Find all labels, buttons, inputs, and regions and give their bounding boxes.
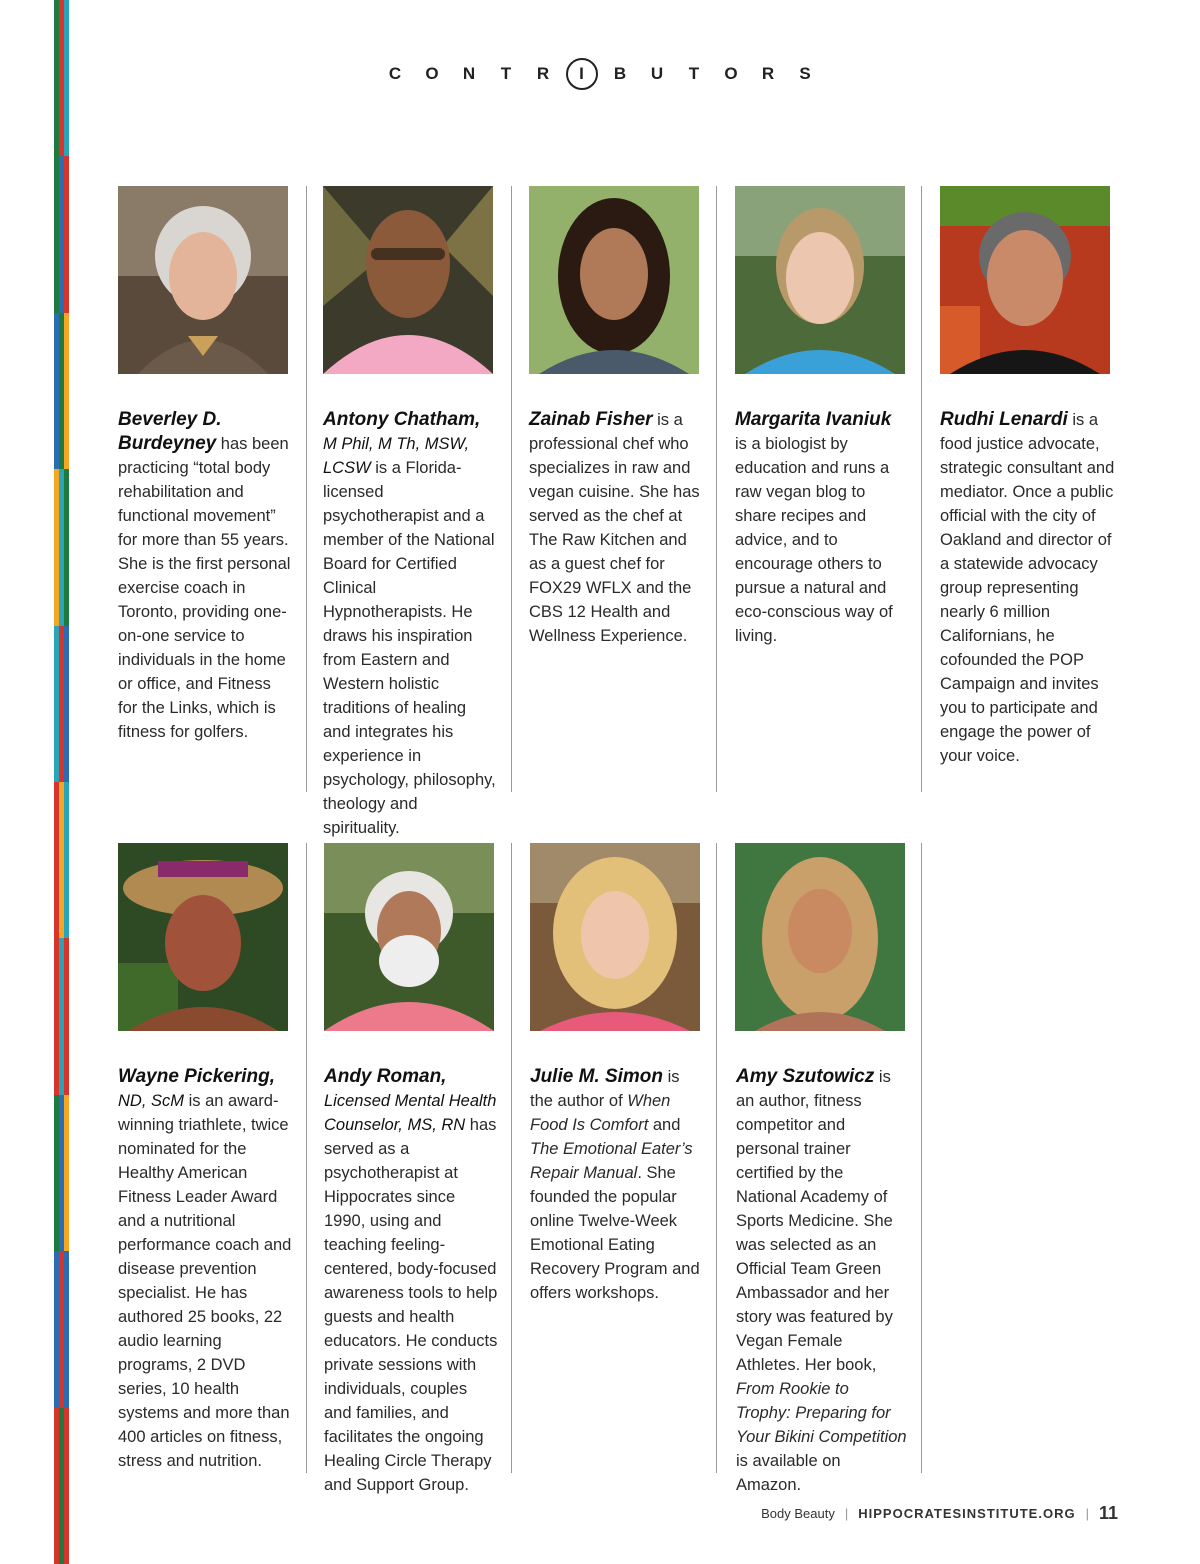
contributor-photo-burdeyney bbox=[118, 186, 288, 374]
title-letter: N bbox=[462, 64, 476, 83]
contributor-bio-text: is an award-winning triathlete, twice nominated for the Healthy American Fitness Leader Award and a nutritional performance coach and disease prevention specialist. He has authored 25 books, 22 audio learning programs, 2 DVD series, 10 health systems and more than 400 articles on fitness, stress and nutrition. bbox=[118, 1092, 292, 1470]
column-divider bbox=[921, 186, 922, 792]
contributor-bio-text: has served as a psychotherapist at Hippocrates since 1990, using and teaching feeling-centered, body-focused awareness tools to help guests and health educators. He conducts private sessions with individuals, couples and families, and facilitates the ongoing Healing Circle Therapy and Support Group. bbox=[324, 1116, 498, 1494]
stripe-segment bbox=[64, 156, 69, 312]
contributor-bio-text: is available on Amazon. bbox=[736, 1452, 841, 1494]
magazine-name: Body Beauty bbox=[761, 1506, 835, 1521]
column-divider bbox=[511, 186, 512, 792]
title-letter: T bbox=[500, 64, 512, 83]
stripe-segment bbox=[64, 782, 69, 938]
contributor-credentials: ND, ScM bbox=[118, 1092, 184, 1110]
contributor-bio-text: is an author, fitness competitor and personal trainer certified by the National Academy of Sports Medicine. She was selected as an Official Team Green Ambassador and her story was featured by Vegan Female Athletes. Her book, bbox=[736, 1068, 893, 1374]
contributor-photo-ivaniuk bbox=[735, 186, 905, 374]
book-title: From Rookie to Trophy: Preparing for Your Bikini Competition bbox=[736, 1380, 907, 1446]
book-title: When Food Is Comfort bbox=[530, 1092, 671, 1134]
contributor-name: Margarita Ivaniuk bbox=[735, 409, 892, 430]
contributor-bio-chatham bbox=[323, 408, 498, 840]
contributor-bio-ivaniuk bbox=[735, 408, 907, 648]
contributor-name: Antony Chatham, bbox=[323, 409, 481, 430]
title-letter: U bbox=[650, 64, 664, 83]
stripe-column bbox=[64, 0, 69, 1564]
contributor-bio-text: is a professional chef who specializes in raw and vegan cuisine. She has served as the chef at The Raw Kitchen and as a guest chef for FOX29 WFLX and the CBS 12 Health and Wellness Experience. bbox=[529, 411, 700, 645]
title-letter: S bbox=[799, 64, 811, 83]
contributor-photo-lenardi bbox=[940, 186, 1110, 374]
title-letter: O bbox=[425, 64, 439, 83]
contributor-bio-roman bbox=[324, 1065, 499, 1497]
contributor-name: Zainab Fisher bbox=[529, 409, 653, 430]
stripe-segment bbox=[64, 1251, 69, 1407]
contributor-photo-chatham bbox=[323, 186, 493, 374]
column-divider bbox=[921, 843, 922, 1473]
stripe-segment bbox=[64, 1408, 69, 1564]
stripe-segment bbox=[64, 938, 69, 1094]
title-letter: O bbox=[724, 64, 738, 83]
stripe-segment bbox=[64, 1095, 69, 1251]
contributor-photo-pickering bbox=[118, 843, 288, 1031]
title-letter: I bbox=[566, 58, 598, 90]
contributor-bio-szutowicz bbox=[736, 1065, 908, 1497]
contributor-bio-text: is a biologist by education and runs a raw vegan blog to share recipes and advice, and to encourage others to pursue a natural and eco-conscious way of living. bbox=[735, 435, 893, 645]
contributor-photo-roman bbox=[324, 843, 494, 1031]
footer-separator: | bbox=[844, 1506, 849, 1521]
contributor-name: Rudhi Lenardi bbox=[940, 409, 1068, 430]
contributor-bio-simon bbox=[530, 1065, 702, 1305]
stripe-segment bbox=[64, 626, 69, 782]
column-divider bbox=[306, 843, 307, 1473]
contributor-bio-text: is a Florida-licensed psychotherapist and a member of the National Board for Certified Clinical Hypnotherapists. He draws his inspiration from Eastern and Western holistic traditions of healing and integrates his experience in psychology, philosophy, theology and spirituality. bbox=[323, 459, 496, 837]
contributor-name: Andy Roman, bbox=[324, 1066, 447, 1087]
contributor-photo-fisher bbox=[529, 186, 699, 374]
contributor-credentials: Licensed Mental Health Counselor, MS, RN bbox=[324, 1092, 497, 1134]
stripe-segment bbox=[64, 469, 69, 625]
contributor-name: Wayne Pickering, bbox=[118, 1066, 275, 1087]
contributor-photo-simon bbox=[530, 843, 700, 1031]
column-divider bbox=[511, 843, 512, 1473]
stripe-segment bbox=[64, 313, 69, 469]
contributor-bio-burdeyney bbox=[118, 408, 293, 744]
contributor-bio-fisher bbox=[529, 408, 701, 648]
title-letter: B bbox=[613, 64, 627, 83]
contributor-bio-pickering bbox=[118, 1065, 293, 1473]
contributor-bio-text: is a food justice advocate, strategic consultant and mediator. Once a public official with the city of Oakland and director of a statewide advocacy group representing nearly 6 million Californians, he cofounded the POP Campaign and invites you to participate and engage the power of your voice. bbox=[940, 411, 1115, 765]
title-letter: T bbox=[688, 64, 700, 83]
contributor-credentials: M Phil, M Th, MSW, LCSW bbox=[323, 435, 470, 477]
book-title: The Emotional Eater’s Repair Manual bbox=[530, 1140, 693, 1182]
page-title bbox=[0, 58, 1200, 90]
column-divider bbox=[306, 186, 307, 792]
contributor-bio-text: . She founded the popular online Twelve-Week Emotional Eating Recovery Program and offers workshops. bbox=[530, 1164, 700, 1302]
title-letter: R bbox=[761, 64, 775, 83]
contributor-name: Beverley D. Burdeyney bbox=[118, 409, 222, 454]
contributor-bio-text: has been practicing “total body rehabilitation and functional movement” for more than 55 years. She is the first personal exercise coach in Toronto, providing one-on-one service to individuals in the home or office, and Fitness for the Links, which is fitness for golfers. bbox=[118, 435, 291, 741]
footer-separator: | bbox=[1085, 1506, 1089, 1521]
page-footer bbox=[761, 1503, 1118, 1524]
column-divider bbox=[716, 843, 717, 1473]
page-number: 11 bbox=[1098, 1503, 1118, 1523]
title-letter: C bbox=[388, 64, 402, 83]
contributor-name: Amy Szutowicz bbox=[736, 1066, 875, 1087]
contributor-bio-text: and bbox=[648, 1116, 681, 1134]
website-link[interactable]: HIPPOCRATESINSTITUTE.ORG bbox=[858, 1506, 1076, 1521]
decorative-color-stripe bbox=[54, 0, 74, 1564]
title-letter: R bbox=[536, 64, 550, 83]
contributor-photo-szutowicz bbox=[735, 843, 905, 1031]
contributor-bio-lenardi bbox=[940, 408, 1115, 768]
column-divider bbox=[716, 186, 717, 792]
contributor-bio-text: is the author of bbox=[530, 1068, 680, 1110]
contributor-name: Julie M. Simon bbox=[530, 1066, 664, 1087]
